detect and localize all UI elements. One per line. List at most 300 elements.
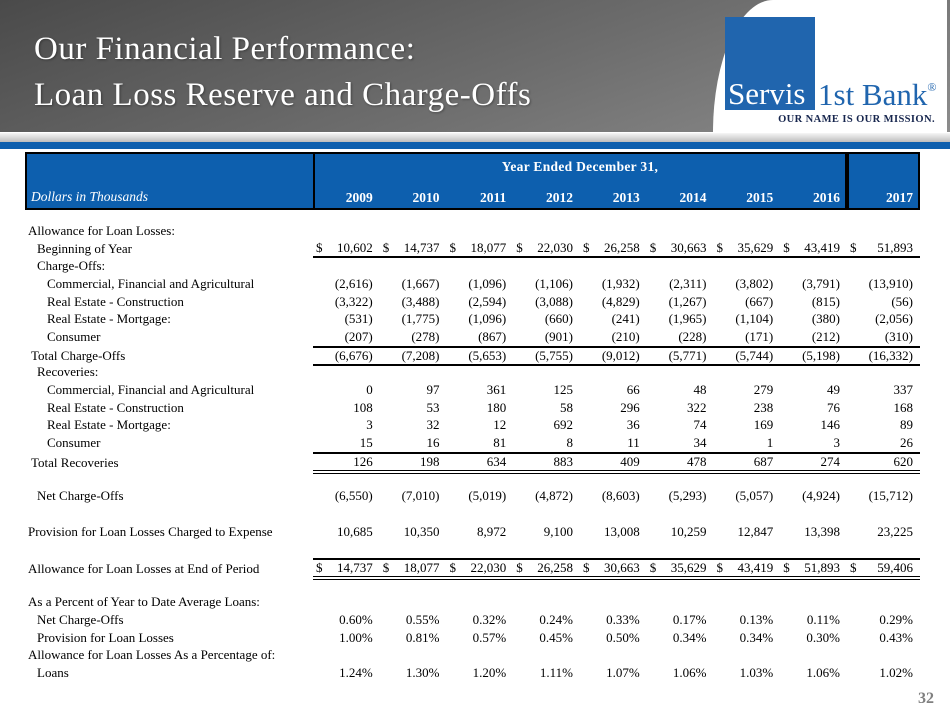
cell-value [447, 222, 514, 240]
cell-value [313, 417, 380, 435]
cell-value [847, 240, 920, 258]
row-label: Recoveries: [37, 364, 99, 380]
row-label: Allowance for Loan Losses: [28, 222, 175, 238]
cell-value [580, 434, 647, 452]
value-text: 66 [626, 382, 640, 398]
value-text: (660) [544, 311, 573, 327]
cell-value [647, 399, 714, 417]
value-text: 322 [687, 399, 707, 415]
year-column-headers [25, 190, 920, 206]
cell-value [313, 257, 380, 275]
cell-value [313, 364, 380, 382]
cell-value [447, 558, 514, 580]
value-text: 35,629 [737, 239, 774, 255]
row-label: Real Estate - Construction [47, 293, 184, 309]
value-text: 10,685 [337, 523, 373, 539]
dollar-sign: $ [716, 560, 723, 576]
value-text: 0.33% [606, 611, 640, 627]
cell-value [447, 523, 514, 541]
dollar-sign: $ [382, 560, 390, 576]
cell-value [313, 487, 380, 505]
value-text: 198 [420, 453, 440, 469]
table-row [25, 664, 920, 682]
cell-value [847, 523, 920, 541]
year-header-2012: 2012 [546, 190, 573, 205]
year-header-2010: 2010 [412, 190, 440, 205]
cell-value [714, 257, 781, 275]
value-text: (212) [811, 328, 840, 344]
cell-value [714, 629, 781, 647]
cell-value [780, 310, 847, 328]
table-row [25, 487, 920, 505]
cell-value [580, 399, 647, 417]
cell-value [513, 381, 580, 399]
slide-title-line1: Our Financial Performance: [34, 31, 416, 67]
cell-value [780, 381, 847, 399]
cell-value [647, 293, 714, 311]
value-text: 51,893 [804, 560, 840, 576]
cell-value [380, 417, 447, 435]
cell-value [513, 611, 580, 629]
cell-value [780, 222, 847, 240]
cell-value [780, 275, 847, 293]
value-text: 34 [693, 435, 707, 451]
value-text: 279 [753, 382, 774, 398]
cell-value [780, 293, 847, 311]
year-header-spacer [25, 190, 313, 206]
value-text: 14,737 [337, 560, 373, 576]
value-text: 11 [627, 435, 640, 451]
row-label: Consumer [47, 328, 101, 344]
logo-panel [713, 0, 947, 132]
value-text: (3,488) [401, 293, 440, 309]
row-label: Beginning of Year [37, 240, 132, 256]
cell-value [647, 487, 714, 505]
cell-value [780, 487, 847, 505]
dollar-sign: $ [783, 239, 790, 255]
cell-value [447, 240, 514, 258]
cell-value [580, 275, 647, 293]
value-text: 49 [827, 382, 840, 398]
value-text: 10,350 [403, 523, 440, 539]
year-header-2017: 2017 [886, 190, 913, 205]
cell-value [313, 434, 380, 452]
cell-value [447, 381, 514, 399]
value-text: 1.02% [879, 665, 913, 681]
value-text: 1.06% [806, 665, 840, 681]
cell-value [513, 222, 580, 240]
dollar-sign: $ [382, 239, 390, 255]
value-text: 108 [353, 399, 373, 415]
value-text: 0.17% [672, 611, 707, 627]
cell-value [313, 381, 380, 399]
row-label: Real Estate - Mortgage: [47, 311, 171, 327]
cell-value [513, 364, 580, 382]
value-text: (7,208) [401, 347, 440, 363]
dollar-sign: $ [783, 560, 790, 576]
dollar-sign: $ [316, 239, 323, 255]
value-text: (3,322) [334, 293, 373, 309]
cell-value [847, 558, 920, 580]
cell-value [714, 434, 781, 452]
value-text: (5,755) [535, 347, 573, 363]
cell-value [513, 593, 580, 611]
cell-value [714, 240, 781, 258]
cell-value [313, 222, 380, 240]
cell-value [380, 664, 447, 682]
cell-value [647, 629, 714, 647]
value-text: 274 [820, 453, 840, 469]
cell-value [447, 310, 514, 328]
cell-value [380, 523, 447, 541]
row-label: Real Estate - Mortgage: [47, 417, 171, 433]
slide-title [34, 26, 531, 118]
value-text: 10,259 [670, 523, 707, 539]
value-text: (278) [411, 328, 440, 344]
dollar-sign: $ [449, 239, 456, 255]
value-text: (4,829) [601, 293, 640, 309]
dollar-sign: $ [449, 560, 456, 576]
cell-value [513, 240, 580, 258]
year-header-2016: 2016 [813, 190, 840, 205]
cell-value [714, 611, 781, 629]
dollar-sign: $ [516, 239, 523, 255]
table-row [25, 523, 920, 541]
cell-value [847, 310, 920, 328]
table-row [25, 452, 920, 470]
cell-value [714, 647, 781, 665]
cell-value [847, 275, 920, 293]
value-text: 23,225 [877, 523, 913, 539]
table-row [25, 222, 920, 240]
cell-value [647, 434, 714, 452]
cell-value [580, 293, 647, 311]
cell-value [780, 629, 847, 647]
cell-value [714, 523, 781, 541]
cell-value [513, 434, 580, 452]
cell-value [714, 558, 781, 580]
table-row [25, 381, 920, 399]
value-text: (380) [811, 311, 840, 327]
value-text: (3,791) [802, 275, 840, 291]
cell-value [647, 417, 714, 435]
value-text: (241) [611, 311, 640, 327]
cell-value [380, 399, 447, 417]
dollar-sign: $ [850, 239, 857, 255]
value-text: (1,667) [401, 275, 440, 291]
cell-value [714, 381, 781, 399]
year-header-2009: 2009 [345, 190, 373, 205]
value-text: 10,602 [337, 239, 373, 255]
cell-value [647, 381, 714, 399]
value-text: (5,198) [802, 347, 840, 363]
table-row [25, 328, 920, 346]
cell-value [647, 328, 714, 346]
value-text: 1.24% [339, 665, 373, 681]
cell-value [380, 240, 447, 258]
cell-value [714, 364, 781, 382]
cell-value [313, 310, 380, 328]
cell-value [847, 434, 920, 452]
cell-value [847, 222, 920, 240]
value-text: 32 [426, 417, 440, 433]
row-label: Charge-Offs: [37, 258, 106, 274]
value-text: 0.81% [405, 629, 440, 645]
row-label: Provision for Loan Losses Charged to Expense [28, 523, 273, 539]
cell-value [380, 558, 447, 580]
cell-value [647, 558, 714, 580]
value-text: (228) [678, 328, 707, 344]
table-row [25, 399, 920, 417]
cell-value [513, 664, 580, 682]
value-text: 478 [687, 453, 707, 469]
cell-value [513, 310, 580, 328]
cell-value [580, 452, 647, 474]
cell-value [447, 664, 514, 682]
row-label: Loans [37, 665, 69, 681]
cell-value [580, 487, 647, 505]
table-row [25, 275, 920, 293]
cell-value [714, 293, 781, 311]
table-row [25, 434, 920, 452]
cell-value [714, 487, 781, 505]
value-text: 1.20% [472, 665, 507, 681]
value-text: 22,030 [537, 239, 573, 255]
cell-value [447, 293, 514, 311]
value-text: 1.30% [405, 665, 440, 681]
cell-value [580, 523, 647, 541]
value-text: 1.06% [672, 665, 707, 681]
value-text: 0.34% [672, 629, 707, 645]
cell-value [580, 222, 647, 240]
value-text: 634 [486, 453, 507, 469]
cell-value [380, 257, 447, 275]
value-text: 0.45% [539, 629, 573, 645]
value-text: (16,332) [868, 347, 913, 363]
value-text: (5,293) [668, 488, 707, 504]
cell-value [513, 399, 580, 417]
cell-value [447, 629, 514, 647]
value-text: (901) [544, 328, 573, 344]
cell-value [380, 364, 447, 382]
cell-value [780, 257, 847, 275]
value-text: 692 [553, 417, 573, 433]
value-text: (6,550) [334, 488, 373, 504]
cell-value [780, 434, 847, 452]
row-label: Provision for Loan Losses [37, 629, 174, 645]
row-label: Allowance for Loan Losses at End of Period [28, 561, 260, 577]
cell-value [380, 452, 447, 474]
cell-value [580, 257, 647, 275]
value-text: 126 [353, 453, 373, 469]
cell-value [780, 417, 847, 435]
value-text: 74 [693, 417, 707, 433]
value-text: 0.57% [472, 629, 507, 645]
cell-value [580, 664, 647, 682]
value-text: (5,744) [735, 347, 774, 363]
cell-value [714, 310, 781, 328]
cell-value [714, 222, 781, 240]
cell-value [447, 328, 514, 346]
row-label: Net Charge-Offs [37, 611, 124, 627]
table-row [25, 611, 920, 629]
table-row [25, 593, 920, 611]
value-text: 238 [753, 399, 774, 415]
table-row [25, 417, 920, 435]
cell-value [313, 593, 380, 611]
value-text: 48 [693, 382, 707, 398]
value-text: 18,077 [403, 560, 440, 576]
value-text: (210) [611, 328, 640, 344]
value-text: 409 [620, 453, 640, 469]
dollar-sign: $ [649, 560, 657, 576]
cell-value [647, 310, 714, 328]
cell-value [780, 452, 847, 474]
value-text: 883 [553, 453, 573, 469]
cell-value [380, 222, 447, 240]
value-text: (867) [478, 328, 507, 344]
dollar-sign: $ [850, 560, 857, 576]
cell-value [647, 647, 714, 665]
value-text: (3,802) [735, 275, 774, 291]
cell-value [780, 611, 847, 629]
cell-value [847, 293, 920, 311]
value-text: 35,629 [670, 560, 707, 576]
cell-value [847, 487, 920, 505]
value-text: (3,088) [535, 293, 573, 309]
cell-value [380, 310, 447, 328]
value-text: 0 [366, 382, 373, 398]
cell-value [780, 647, 847, 665]
table-row [25, 346, 920, 364]
cell-value [580, 558, 647, 580]
dollar-sign: $ [716, 239, 723, 255]
dollar-sign: $ [516, 560, 523, 576]
value-text: 58 [560, 399, 573, 415]
cell-value [780, 664, 847, 682]
value-text: (1,267) [668, 293, 707, 309]
cell-value [580, 364, 647, 382]
value-text: (1,104) [735, 311, 774, 327]
cell-value [513, 629, 580, 647]
value-text: (7,010) [401, 488, 440, 504]
cell-value [447, 452, 514, 474]
value-text: 0.11% [806, 611, 840, 627]
value-text: (310) [884, 328, 913, 344]
value-text: (1,096) [468, 311, 507, 327]
value-text: (6,676) [334, 347, 373, 363]
cell-value [714, 275, 781, 293]
value-text: 8 [566, 435, 573, 451]
value-text: 0.60% [339, 611, 373, 627]
value-text: 9,100 [543, 523, 573, 539]
cell-value [847, 328, 920, 346]
divider-silver-band [0, 132, 950, 142]
cell-value [647, 452, 714, 474]
cell-value [847, 417, 920, 435]
cell-value [513, 293, 580, 311]
value-text: 51,893 [877, 239, 913, 255]
cell-value [313, 240, 380, 258]
value-text: 296 [620, 399, 640, 415]
cell-value [447, 275, 514, 293]
cell-value [714, 664, 781, 682]
value-text: 620 [893, 453, 913, 469]
cell-value [313, 452, 380, 474]
value-text: (13,910) [868, 275, 913, 291]
value-text: 59,406 [877, 560, 913, 576]
row-label: Net Charge-Offs [37, 488, 124, 504]
dollar-sign: $ [583, 239, 590, 255]
value-text: 22,030 [470, 560, 507, 576]
value-text: 43,419 [804, 239, 840, 255]
value-text: 1.11% [539, 665, 573, 681]
cell-value [647, 222, 714, 240]
cell-value [780, 523, 847, 541]
value-text: 0.34% [739, 629, 774, 645]
value-text: (1,775) [401, 311, 440, 327]
cell-value [380, 434, 447, 452]
cell-value [847, 381, 920, 399]
cell-value [647, 593, 714, 611]
value-text: 26,258 [604, 239, 640, 255]
value-text: 15 [359, 435, 373, 451]
year-header-2013: 2013 [612, 190, 640, 205]
cell-value [714, 593, 781, 611]
value-text: (207) [344, 328, 373, 344]
cell-value [513, 523, 580, 541]
year-header-2011: 2011 [479, 190, 507, 205]
value-text: 13,398 [804, 523, 840, 539]
table-header [25, 152, 920, 210]
value-text: 30,663 [604, 560, 640, 576]
value-text: 0.13% [739, 611, 774, 627]
value-text: (56) [891, 293, 913, 309]
cell-value [580, 611, 647, 629]
servisfirst-logo-square [725, 17, 815, 110]
registered-mark: ® [927, 80, 937, 94]
value-text: 16 [426, 435, 440, 451]
cell-value [313, 523, 380, 541]
value-text: 3 [366, 417, 373, 433]
cell-value [513, 275, 580, 293]
cell-value [647, 364, 714, 382]
value-text: 0.32% [472, 611, 507, 627]
value-text: 30,663 [670, 239, 707, 255]
value-text: (171) [745, 328, 774, 344]
cell-value [447, 434, 514, 452]
logo-tagline: OUR NAME IS OUR MISSION. [778, 114, 935, 125]
cell-value [780, 558, 847, 580]
cell-value [847, 399, 920, 417]
row-label: Commercial, Financial and Agricultural [47, 275, 255, 291]
cell-value [847, 364, 920, 382]
value-text: 18,077 [470, 239, 507, 255]
cell-value [380, 381, 447, 399]
logo-bank-text [818, 72, 937, 110]
value-text: (9,012) [601, 347, 640, 363]
value-text: (8,603) [601, 488, 640, 504]
value-text: (2,594) [468, 293, 507, 309]
cell-value [580, 417, 647, 435]
cell-value [513, 452, 580, 474]
value-text: (5,653) [468, 347, 507, 363]
cell-value [847, 647, 920, 665]
cell-value [780, 593, 847, 611]
value-text: (1,965) [668, 311, 707, 327]
value-text: (2,616) [334, 275, 373, 291]
value-text: 81 [493, 435, 507, 451]
